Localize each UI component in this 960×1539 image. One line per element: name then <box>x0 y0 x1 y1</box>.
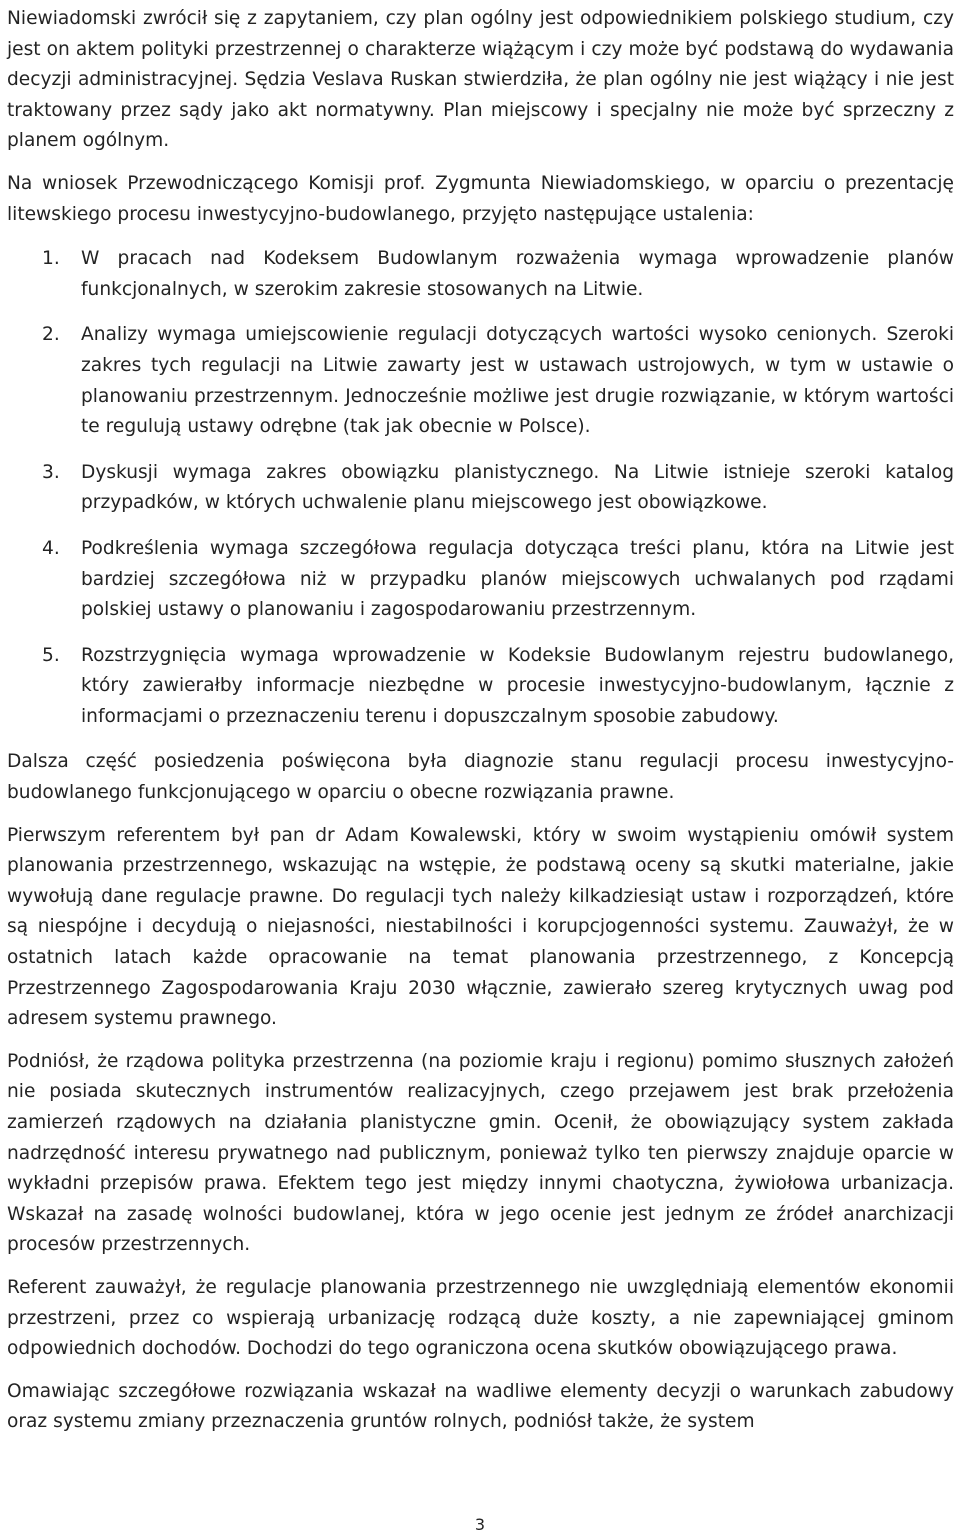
finding-text: Analizy wymaga umiejscowienie regulacji dotyczących wartości wysoko cenionych. Szeroki zakres tych regulacji na Litwie zawarty jest w ustawach ustrojowych, w tym w ustawie o planowaniu przestrzennym. Jednocześnie możliwe jest drugie rozwiązanie, w którym wartości te regulują ustawy odrębne (tak jak obecnie w Polsce). <box>81 324 954 438</box>
body-paragraph: Podniósł, że rządowa polityka przestrzenna (na poziomie kraju i regionu) pomimo słusznych założeń nie posiada skutecznych instrumentów realizacyjnych, czego przejawem jest brak przełożenia zamierzeń rządowych na działania planistyczne gmin. Ocenił, że obowiązujący system zakłada nadrzędność interesu prywatnego nad publicznym, ponieważ tylko ten pierwszy znajduje oparcie w wykładni przepisów prawa. Efektem tego jest między innymi chaotyczna, żywiołowa urbanizacja. Wskazał na zasadę wolności budowlanej, która w jego ocenie jest jednym ze źródeł anarchizacji procesów przestrzennych. <box>7 1050 954 1256</box>
page-number: 3 <box>474 1515 486 1534</box>
finding-text: Rozstrzygnięcia wymaga wprowadzenie w Kodeksie Budowlanym rejestru budowlanego, który zawierałby informacje niezbędne w procesie inwestycyjno-budowlanym, łącznie z informacjami o przeznaczeniu terenu i dopuszczalnym sposobie zabudowy. <box>81 644 954 727</box>
finding-item <box>7 458 954 519</box>
finding-number: 3. <box>42 461 60 483</box>
body-paragraph: Pierwszym referentem był pan dr Adam Kowalewski, który w swoim wystąpieniu omówił system planowania przestrzennego, wskazując na wstępie, że podstawą oceny są skutki materialne, jakie wywołują dane regulacje prawne. Do regulacji tych należy kilkadziesiąt ustaw i rozporządzeń, które są niespójne i decydują o niejasności, niestabilności i korupcjogenności systemu. Zauważył, że w ostatnich latach każde opracowanie na temat planowania przestrzennego, z Koncepcją Przestrzennego Zagospodarowania Kraju 2030 włącznie, zawierało szereg krytycznych uwag pod adresem systemu prawnego. <box>7 824 954 1030</box>
findings-list <box>7 244 954 732</box>
motion-paragraph: Na wniosek Przewodniczącego Komisji prof. Zygmunta Niewiadomskiego, w oparciu o prezentację litewskiego procesu inwestycyjno-budowlanego, przyjęto następujące ustalenia: <box>7 172 954 225</box>
finding-number: 1. <box>42 248 60 270</box>
body-paragraph: Omawiając szczegółowe rozwiązania wskazał na wadliwe elementy decyzji o warunkach zabudowy oraz systemu zmiany przeznaczenia gruntów rolnych, podniósł także, że system <box>7 1380 954 1433</box>
finding-item <box>7 320 954 442</box>
finding-text: Podkreślenia wymaga szczegółowa regulacja dotycząca treści planu, która na Litwie jest bardziej szczegółowa niż w przypadku planów miejscowych uchwalanych pod rządami polskiej ustawy o planowaniu i zagospodarowaniu przestrzennym. <box>81 537 954 621</box>
body-paragraph: Referent zauważył, że regulacje planowania przestrzennego nie uwzględniają elementów ekonomii przestrzeni, przez co wspierają urbanizację rodzącą duże koszty, a nie zapewniającej gminom odpowiednich dochodów. Dochodzi do tego ograniczona ocena skutków obowiązującego prawa. <box>7 1276 954 1360</box>
finding-item <box>7 244 954 305</box>
finding-text: Dyskusji wymaga zakres obowiązku planistycznego. Na Litwie istnieje szeroki katalog przypadków, w których uchwalenie planu miejscowego jest obowiązkowe. <box>81 461 954 514</box>
finding-number: 4. <box>42 537 60 559</box>
body-paragraph: Dalsza część posiedzenia poświęcona była diagnozie stanu regulacji procesu inwestycyjno-budowlanego funkcjonującego w oparciu o obecne rozwiązania prawne. <box>7 751 954 804</box>
finding-number: 5. <box>42 644 60 666</box>
finding-number: 2. <box>42 324 60 346</box>
finding-item <box>7 641 954 733</box>
finding-item <box>7 534 954 626</box>
intro-paragraph: Niewiadomski zwrócił się z zapytaniem, czy plan ogólny jest odpowiednikiem polskiego studium, czy jest on aktem polityki przestrzennej o charakterze wiążącym i czy może być podstawą do wydawania decyzji administracyjnej. Sędzia Veslava Ruskan stwierdziła, że plan ogólny nie jest wiążący i nie jest traktowany przez sądy jako akt normatywny. Plan miejscowy i specjalny nie może być sprzeczny z planem ogólnym. <box>7 8 954 152</box>
finding-text: W pracach nad Kodeksem Budowlanym rozważenia wymaga wprowadzenie planów funkcjonalnych, w szerokim zakresie stosowanych na Litwie. <box>81 248 954 300</box>
